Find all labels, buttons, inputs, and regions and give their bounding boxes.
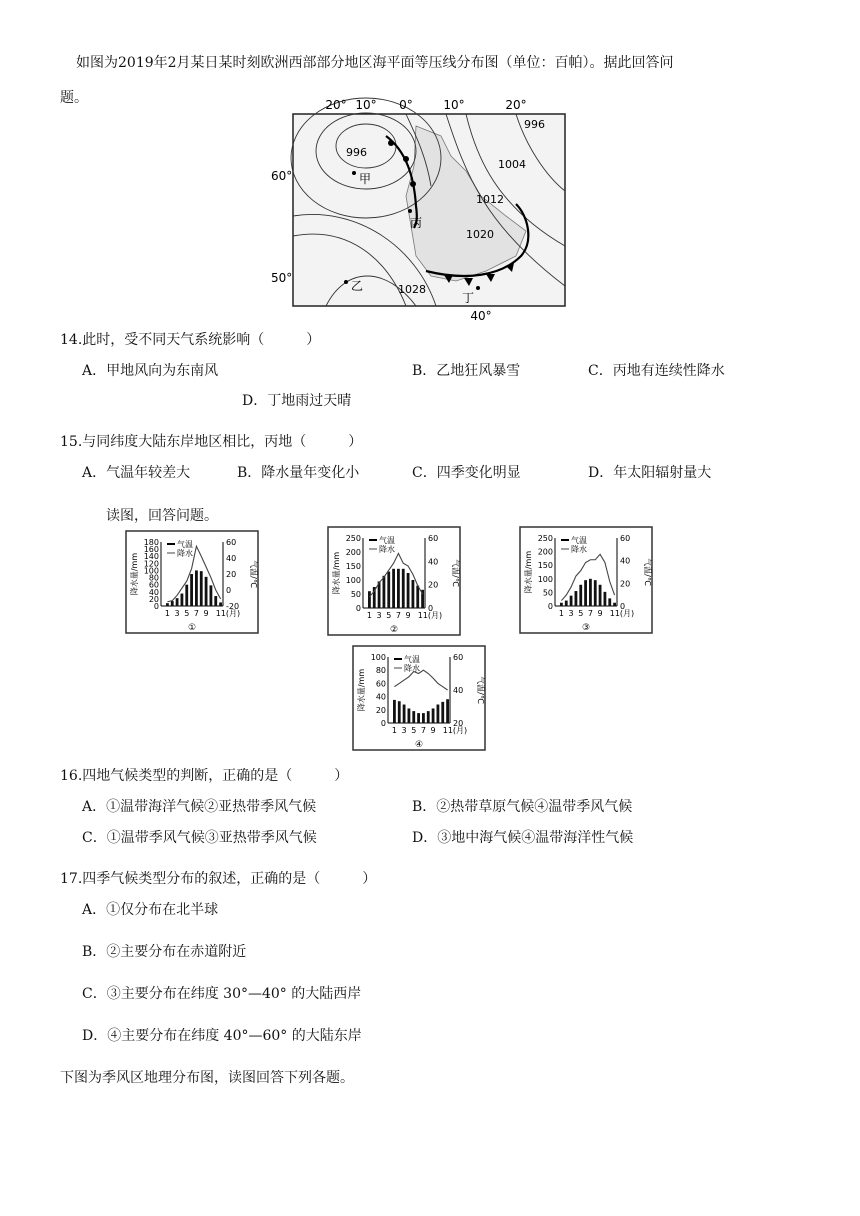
- chart-bar: [214, 596, 217, 606]
- place-dot-ding: [476, 286, 480, 290]
- q15-stem: 15.与同纬度大陆东岸地区相比，丙地（ ）: [60, 434, 363, 450]
- chart-month-tick: 9: [430, 726, 436, 735]
- chart-right-tick: -20: [226, 602, 240, 611]
- q17-option-d[interactable]: D．④主要分布在纬度 40°—60° 的大陆东岸: [82, 1028, 362, 1044]
- q17-option-b[interactable]: B．②主要分布在赤道附近: [82, 944, 247, 960]
- chart-month-tick: 7: [420, 726, 426, 735]
- chart-left-tick: 140: [143, 552, 159, 562]
- chart-bar: [565, 601, 568, 606]
- place-label-ding: 丁: [462, 291, 475, 305]
- q14-option-a[interactable]: A．甲地风向为东南风: [82, 363, 219, 379]
- chart-left-tick: 100: [370, 653, 386, 662]
- chart-left-tick: 100: [143, 566, 159, 576]
- chart-right-tick: 40: [226, 554, 237, 563]
- chart-left-tick: 100: [345, 576, 361, 585]
- chart-bar: [608, 598, 611, 606]
- chart-bar: [393, 700, 396, 723]
- chart-month-tick: 5: [184, 609, 190, 618]
- chart-bar: [579, 585, 582, 606]
- chart-bar: [383, 576, 386, 608]
- chart-left-tick: 120: [143, 559, 159, 569]
- chart-bar: [398, 701, 401, 723]
- chart-bar: [446, 699, 449, 723]
- chart-bar: [417, 713, 420, 723]
- chart-bar: [403, 705, 406, 723]
- chart-month-tick: 5: [578, 609, 584, 618]
- chart-id-label: ②: [389, 625, 399, 635]
- chart-right-tick: 40: [428, 557, 439, 567]
- chart-bar: [441, 702, 444, 723]
- chart-left-tick: 50: [542, 588, 553, 598]
- chart-id-label: ①: [187, 623, 197, 633]
- climate-chart-1: [125, 530, 259, 634]
- chart-ylabel-left: 降水量/mm: [357, 668, 366, 712]
- q16-option-d[interactable]: D．③地中海气候④温带海洋性气候: [412, 830, 634, 846]
- chart-id-label: ③: [581, 623, 591, 633]
- chart-bar: [432, 708, 435, 723]
- chart-month-tick: 1: [391, 726, 397, 735]
- chart-bar: [589, 579, 592, 606]
- lat-label-60: 60°: [271, 169, 293, 183]
- chart-right-tick: 60: [620, 534, 631, 543]
- legend-precip-label: 降水: [571, 545, 587, 554]
- chart-left-tick: 0: [547, 602, 553, 611]
- chart-bar: [437, 705, 440, 723]
- chart-right-tick: 0: [226, 586, 232, 595]
- q17-option-a[interactable]: A．①仅分布在北半球: [82, 902, 219, 918]
- chart-ylabel-left: 降水量/mm: [130, 552, 139, 596]
- isobar-label-1004: 1004: [498, 158, 526, 171]
- place-label-bing: 丙: [410, 216, 423, 230]
- chart-month-tick: 3: [568, 609, 574, 618]
- chart-right-tick: 40: [453, 686, 464, 695]
- isobar-label-1012: 1012: [476, 193, 504, 206]
- chart-left-tick: 200: [345, 548, 361, 557]
- chart-bar: [402, 569, 405, 608]
- chart-left-tick: 250: [345, 534, 361, 543]
- chart-month-tick: 3: [376, 611, 382, 620]
- chart-left-tick: 250: [537, 534, 553, 543]
- legend-precip-label: 降水: [404, 664, 420, 673]
- place-dot-yi: [344, 280, 348, 284]
- chart-bar: [594, 580, 597, 606]
- isobar-label-1020: 1020: [466, 228, 494, 241]
- legend-precip-label: 降水: [379, 545, 395, 554]
- chart-bar: [387, 572, 390, 608]
- q17-option-c[interactable]: C．③主要分布在纬度 30°—40° 的大陆西岸: [82, 986, 362, 1002]
- chart-month-tick: 3: [401, 726, 407, 735]
- chart-ylabel-right: 气温/℃: [476, 676, 485, 704]
- chart-bar: [200, 571, 203, 606]
- chart-bar: [205, 577, 208, 606]
- q14-option-c[interactable]: C．丙地有连续性降水: [588, 363, 725, 379]
- q15-option-c[interactable]: C．四季变化明显: [412, 465, 521, 481]
- chart-left-tick: 150: [537, 561, 553, 571]
- chart-bar: [604, 592, 607, 606]
- lat-label-50: 50°: [271, 271, 293, 285]
- chart-bar: [412, 580, 415, 608]
- chart-month-tick: 9: [405, 611, 411, 620]
- chart-bar: [166, 603, 169, 606]
- chart-right-tick: 0: [620, 602, 626, 611]
- chart-month-tick: 5: [386, 611, 392, 620]
- chart-month-tick: 7: [395, 611, 401, 620]
- chart-left-tick: 40: [375, 692, 386, 702]
- chart-month-tick: 1: [366, 611, 372, 620]
- legend-temp-label: 气温: [404, 655, 420, 664]
- chart-bar: [599, 585, 602, 606]
- q15-option-b[interactable]: B．降水量年变化小: [237, 465, 360, 481]
- chart-right-tick: 60: [428, 534, 439, 543]
- isobar-map-figure: [266, 96, 586, 326]
- chart-id-label: ④: [414, 740, 424, 750]
- q14-option-b[interactable]: B．乙地狂风暴雪: [412, 363, 521, 379]
- place-dot-jia: [352, 171, 356, 175]
- chart-bar: [210, 585, 213, 606]
- chart-left-tick: 40: [148, 587, 159, 597]
- chart-ylabel-left: 降水量/mm: [524, 550, 533, 594]
- place-label-yi: 乙: [351, 279, 364, 293]
- chart-month-tick: 11(月): [442, 726, 468, 735]
- read-prompt: 读图，回答问题。: [106, 508, 218, 524]
- chart-bar: [427, 711, 430, 723]
- lon-label-0: 0°: [399, 98, 413, 112]
- chart-left-tick: 100: [537, 574, 553, 584]
- q15-option-d[interactable]: D．年太阳辐射量大: [588, 465, 712, 481]
- chart-bar: [422, 713, 425, 723]
- chart-bar: [584, 580, 587, 606]
- chart-ylabel-left: 降水量/mm: [332, 551, 341, 595]
- chart-left-tick: 150: [345, 562, 361, 571]
- chart-bar: [190, 574, 193, 606]
- chart-month-tick: 9: [597, 609, 603, 618]
- chart-month-tick: 7: [193, 609, 199, 618]
- chart-bar: [368, 591, 371, 608]
- chart-bar: [570, 596, 573, 606]
- chart-month-tick: 11(月): [215, 609, 241, 618]
- lon-label-10w: 10°: [355, 98, 377, 112]
- chart-month-tick: 7: [587, 609, 593, 618]
- climate-chart-2: [327, 526, 461, 636]
- lon-label-20w: 20°: [325, 98, 347, 112]
- chart-bar: [412, 711, 415, 723]
- chart-bar: [176, 598, 179, 606]
- chart-right-tick: 0: [428, 604, 434, 613]
- isobar-label-1028: 1028: [398, 283, 426, 296]
- chart-right-tick: 20: [428, 580, 439, 590]
- chart-right-tick: 20: [226, 570, 237, 579]
- chart-left-tick: 180: [143, 538, 159, 547]
- chart-left-tick: 80: [375, 666, 386, 676]
- q14-option-d[interactable]: D．丁地雨过天晴: [242, 393, 352, 409]
- chart-bar: [392, 569, 395, 608]
- chart-right-tick: 60: [226, 538, 237, 547]
- intro-line-2: 题。: [60, 90, 88, 106]
- chart-bar: [575, 591, 578, 606]
- climate-chart-3: [519, 526, 653, 634]
- chart-month-tick: 3: [174, 609, 180, 618]
- legend-temp-label: 气温: [379, 536, 395, 545]
- legend-precip-label: 降水: [177, 549, 193, 558]
- chart-bar: [219, 602, 222, 606]
- chart-bar: [171, 601, 174, 606]
- chart-left-tick: 20: [148, 594, 159, 604]
- chart-bar: [408, 708, 411, 723]
- chart-bar: [416, 586, 419, 608]
- place-dot-bing: [408, 209, 412, 213]
- chart-left-tick: 0: [355, 604, 361, 613]
- q14-stem: 14.此时，受不同天气系统影响（ ）: [60, 332, 321, 348]
- chart-bar: [195, 570, 198, 606]
- chart-left-tick: 160: [143, 545, 159, 555]
- legend-temp-label: 气温: [571, 536, 587, 545]
- lon-label-20e: 20°: [505, 98, 527, 112]
- chart-ylabel-right: 气温/℃: [643, 558, 652, 586]
- legend-temp-label: 气温: [177, 540, 193, 549]
- chart-ylabel-right: 气温/℃: [249, 560, 258, 588]
- intro-line-1: 如图为2019年2月某日某时刻欧洲西部部分地区海平面等压线分布图（单位：百帕）。据此回答问: [76, 55, 674, 71]
- chart-right-tick: 20: [620, 579, 631, 589]
- chart-month-tick: 1: [558, 609, 564, 618]
- chart-month-tick: 9: [203, 609, 209, 618]
- q17-stem: 17.四季气候类型分布的叙述，正确的是（ ）: [60, 871, 377, 887]
- lon-label-10e: 10°: [443, 98, 465, 112]
- chart-bar: [560, 603, 563, 606]
- chart-bar: [185, 585, 188, 606]
- q16-option-a[interactable]: A．①温带海洋气候②亚热带季风气候: [82, 799, 317, 815]
- chart-left-tick: 0: [153, 602, 159, 611]
- chart-left-tick: 0: [380, 719, 386, 728]
- chart-right-tick: 60: [453, 653, 464, 662]
- q16-option-c[interactable]: C．①温带季风气候③亚热带季风气候: [82, 830, 317, 846]
- isobar-label-996-right: 996: [524, 118, 545, 131]
- chart-bar: [397, 569, 400, 608]
- chart-month-tick: 11(月): [609, 609, 635, 618]
- q15-option-a[interactable]: A．气温年较差大: [82, 465, 191, 481]
- chart-month-tick: 11(月): [417, 611, 443, 620]
- chart-left-tick: 60: [148, 580, 159, 590]
- chart-ylabel-right: 气温/℃: [451, 559, 460, 587]
- chart-left-tick: 60: [375, 679, 386, 689]
- chart-bar: [181, 594, 184, 606]
- chart-left-tick: 200: [537, 547, 553, 557]
- chart-left-tick: 80: [148, 573, 159, 583]
- isobar-label-996-left: 996: [346, 146, 367, 159]
- climate-chart-4: [352, 645, 486, 751]
- chart-bar: [613, 603, 616, 606]
- footer-prompt: 下图为季风区地理分布图，读图回答下列各题。: [60, 1070, 354, 1086]
- lon-label-40-bottom: 40°: [470, 309, 492, 323]
- q16-stem: 16.四地气候类型的判断，正确的是（ ）: [60, 768, 349, 784]
- chart-month-tick: 5: [411, 726, 417, 735]
- chart-month-tick: 1: [164, 609, 170, 618]
- chart-right-tick: 40: [620, 556, 631, 566]
- place-label-jia: 甲: [359, 172, 372, 186]
- q16-option-b[interactable]: B．②热带草原气候④温带季风气候: [412, 799, 633, 815]
- chart-left-tick: 50: [350, 590, 361, 599]
- chart-right-tick: 20: [453, 719, 464, 728]
- chart-left-tick: 20: [375, 705, 386, 715]
- chart-bar: [407, 573, 410, 608]
